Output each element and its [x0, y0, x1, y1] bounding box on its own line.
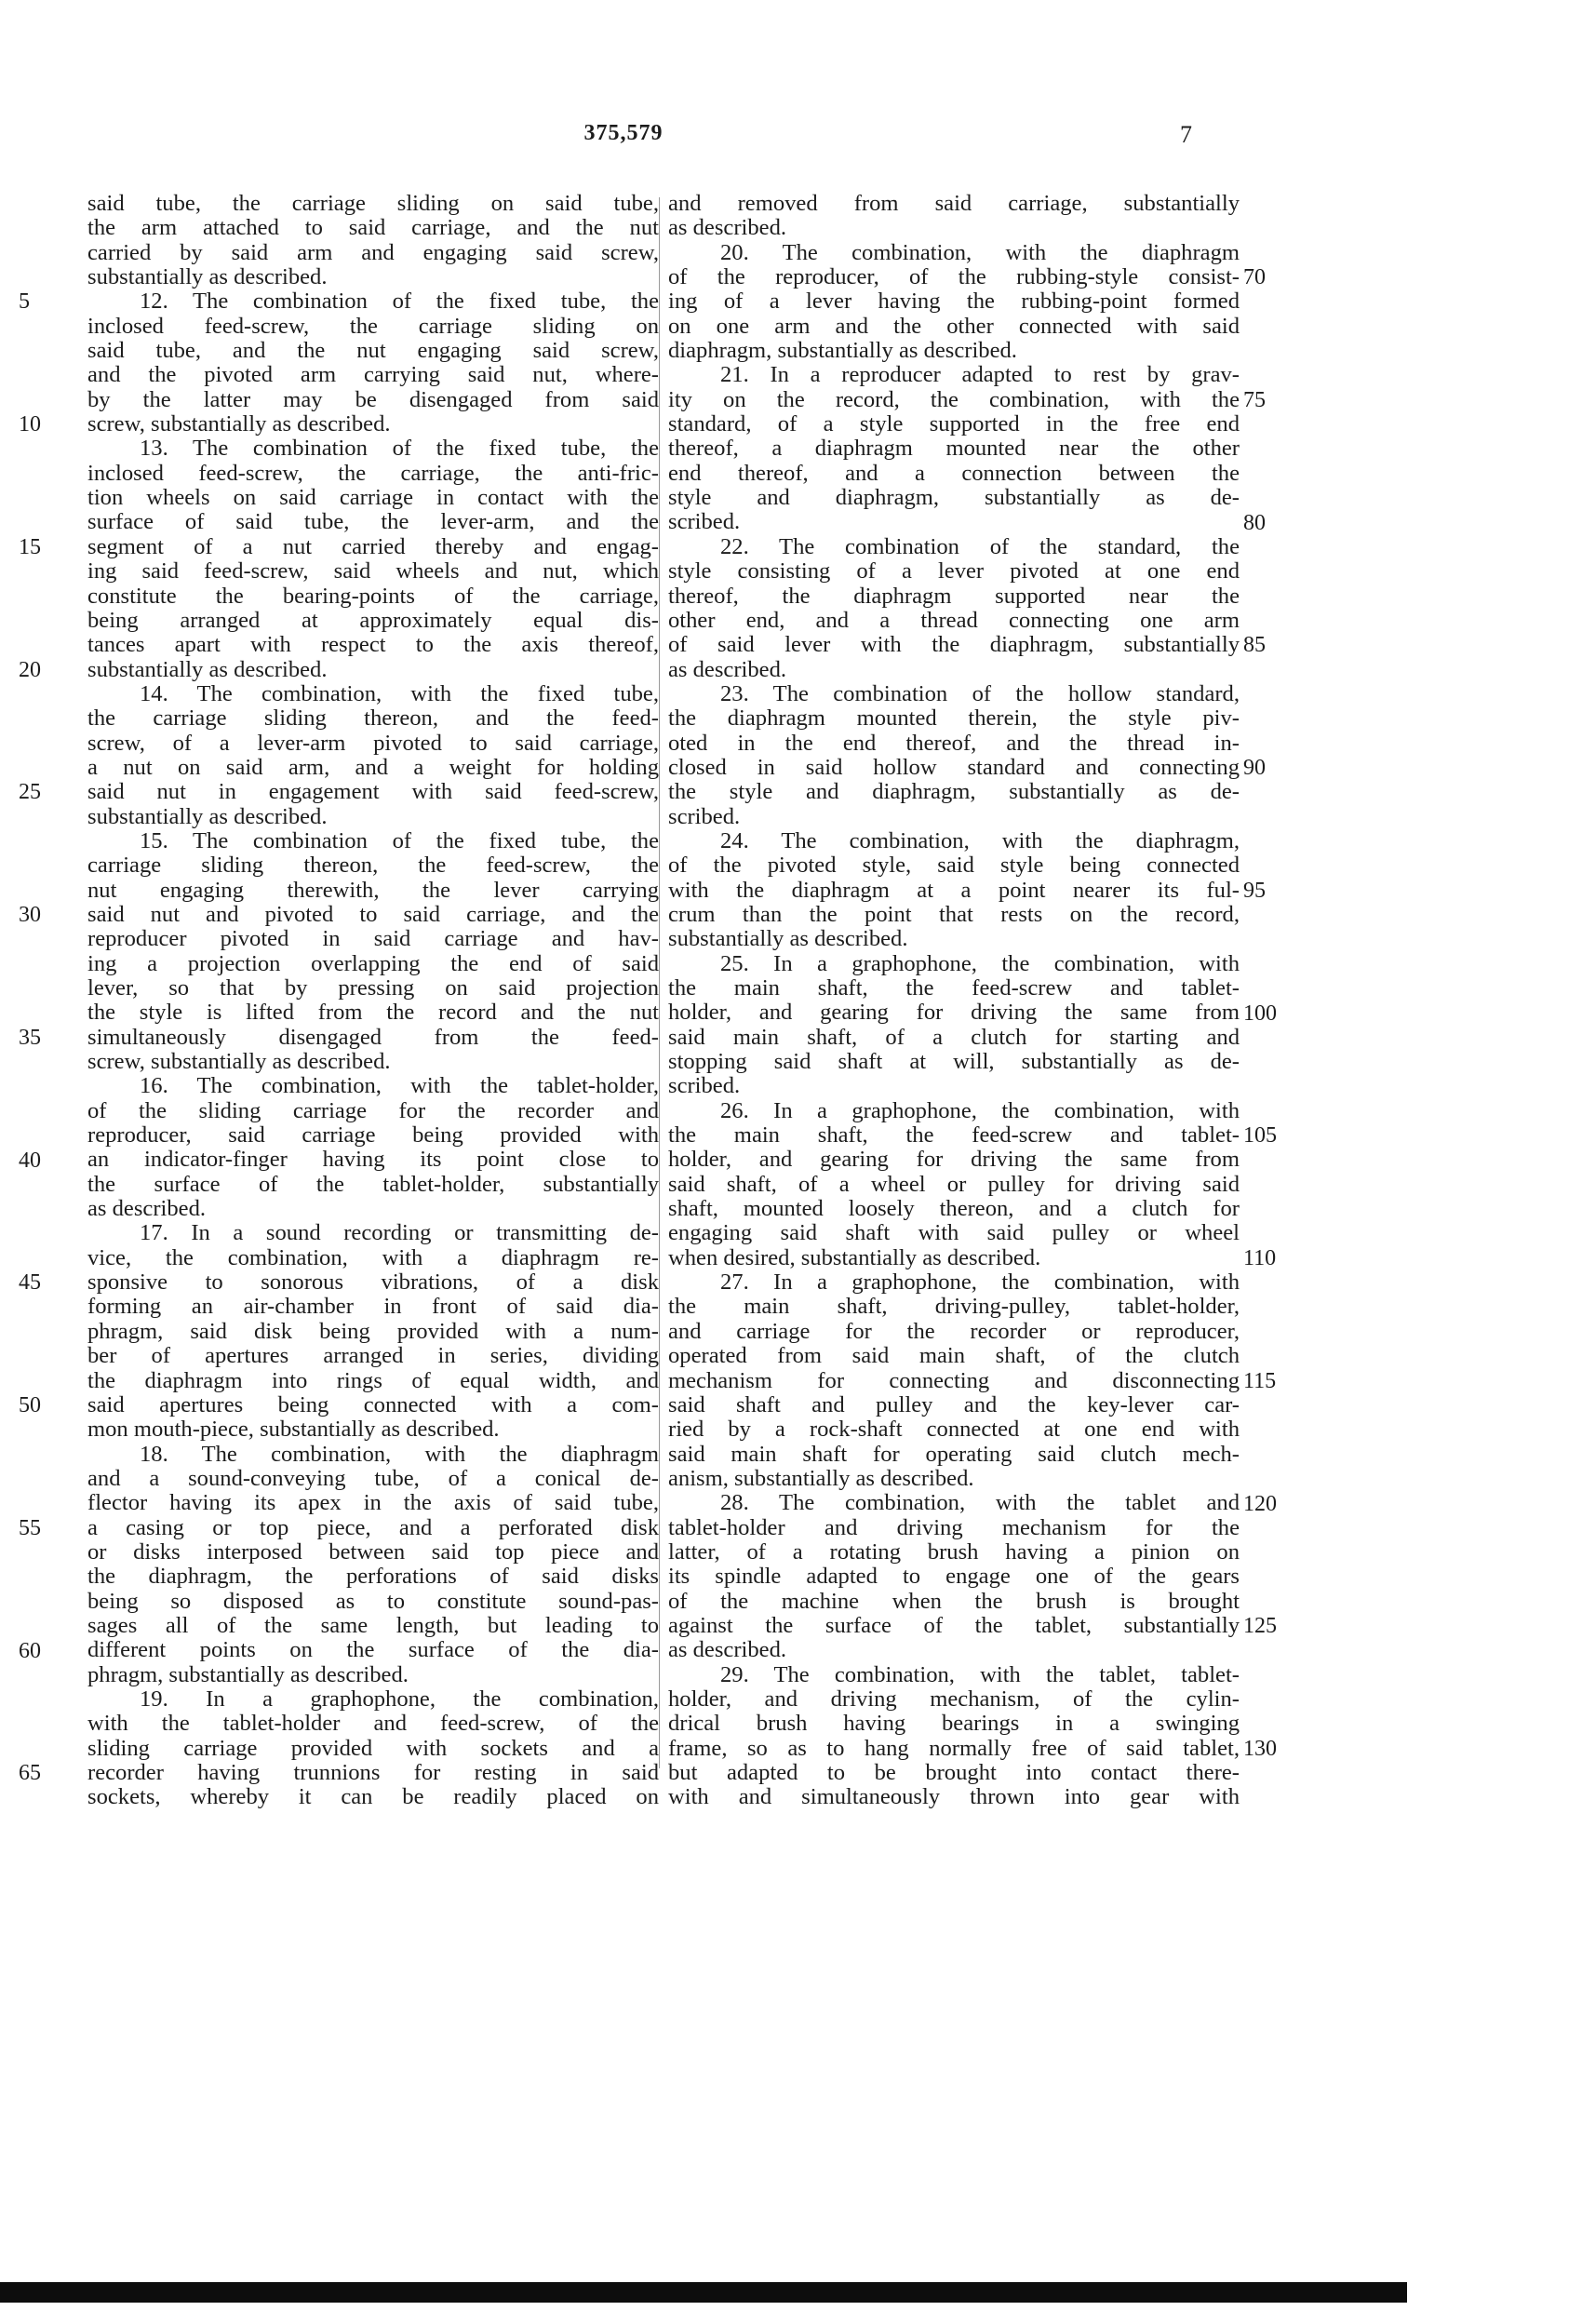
text-line: different points on the surface of the dia- [87, 1638, 659, 1663]
text-line: 16. The combination, with the tablet-holder, [140, 1074, 659, 1099]
margin-line-number: 115 [1243, 1368, 1277, 1393]
text-line: or disks interposed between said top piece and [87, 1539, 659, 1565]
right-text-column [668, 192, 1240, 1810]
text-line: closed in said hollow standard and connecting [668, 755, 1240, 780]
margin-line-number: 120 [1243, 1491, 1277, 1516]
text-line: thereof, a diaphragm mounted near the other [668, 437, 1240, 462]
text-line: and a sound-conveying tube, of a conical de- [87, 1466, 659, 1491]
text-line: said main shaft for operating said clutch mech- [668, 1442, 1240, 1467]
text-line: 18. The combination, with the diaphragm [140, 1442, 659, 1467]
text-line: 21. In a reproducer adapted to rest by grav- [720, 363, 1240, 388]
text-line: vice, the combination, with a diaphragm re- [87, 1245, 659, 1270]
margin-line-number: 80 [1243, 510, 1266, 535]
text-line: the diaphragm, the perforations of said disks [87, 1565, 659, 1590]
text-line: with the diaphragm at a point nearer its ful- [668, 878, 1240, 903]
margin-line-number: 100 [1243, 1001, 1277, 1026]
text-line: the diaphragm mounted therein, the style piv- [668, 706, 1240, 732]
margin-line-number: 85 [1243, 633, 1266, 658]
margin-line-number: 125 [1243, 1614, 1277, 1639]
margin-line-number: 20 [19, 657, 41, 682]
text-line: as described. [668, 216, 787, 241]
text-line: the surface of the tablet-holder, substantially [87, 1172, 659, 1197]
text-line: said tube, the carriage sliding on said tube, [87, 192, 659, 216]
text-line: 19. In a graphophone, the combination, [140, 1686, 659, 1712]
text-line: standard, of a style supported in the free end [668, 412, 1240, 437]
margin-line-number: 35 [19, 1025, 41, 1050]
text-line: 23. The combination of the hollow standard, [720, 681, 1240, 706]
text-line: screw, substantially as described. [87, 412, 391, 437]
text-line: as described. [668, 1638, 787, 1663]
text-line: the main shaft, the feed-screw and tablet- [668, 1123, 1240, 1149]
text-line: and removed from said carriage, substantially [668, 192, 1240, 216]
text-line: operated from said main shaft, of the clutch [668, 1344, 1240, 1369]
text-line: 22. The combination of the standard, the [720, 534, 1240, 559]
text-line: substantially as described. [87, 265, 328, 290]
text-line: tances apart with respect to the axis thereof, [87, 633, 659, 658]
text-line: thereof, the diaphragm supported near the [668, 584, 1240, 609]
text-line: said nut in engagement with said feed-screw, [87, 780, 659, 805]
margin-line-number: 10 [19, 412, 41, 437]
text-line: 27. In a graphophone, the combination, with [720, 1270, 1240, 1296]
text-line: ing of a lever having the rubbing-point formed [668, 289, 1240, 315]
text-line: when desired, substantially as described. [668, 1245, 1041, 1270]
margin-line-number: 60 [19, 1638, 41, 1663]
text-line: stopping said shaft at will, substantially as de- [668, 1050, 1240, 1075]
text-line: holder, and gearing for driving the same from [668, 1001, 1240, 1026]
margin-line-number: 15 [19, 534, 41, 559]
text-line: sponsive to sonorous vibrations, of a disk [87, 1270, 659, 1296]
text-line: said tube, and the nut engaging said screw, [87, 339, 659, 364]
text-line: end thereof, and a connection between the [668, 461, 1240, 486]
text-line: oted in the end thereof, and the thread in- [668, 731, 1240, 756]
text-line: ried by a rock-shaft connected at one end with [668, 1417, 1240, 1443]
text-line: of said lever with the diaphragm, substantially [668, 633, 1240, 658]
text-line: a nut on said arm, and a weight for holding [87, 755, 659, 780]
text-line: the main shaft, driving-pulley, tablet-holder, [668, 1295, 1240, 1320]
text-line: 13. The combination of the fixed tube, the [140, 437, 659, 462]
text-line: an indicator-finger having its point close to [87, 1148, 659, 1173]
text-line: anism, substantially as described. [668, 1466, 974, 1491]
text-line: 15. The combination of the fixed tube, the [140, 828, 659, 853]
text-line: said main shaft, of a clutch for starting and [668, 1025, 1240, 1050]
text-line: said shaft and pulley and the key-lever car- [668, 1392, 1240, 1417]
text-line: but adapted to be brought into contact there- [668, 1761, 1240, 1785]
text-line: the carriage sliding thereon, and the feed- [87, 706, 659, 732]
margin-line-number: 65 [19, 1761, 41, 1786]
text-line: with the tablet-holder and feed-screw, of the [87, 1712, 659, 1737]
left-text-column [87, 192, 659, 1810]
text-line: other end, and a thread connecting one arm [668, 608, 1240, 633]
text-line: mon mouth-piece, substantially as described. [87, 1417, 500, 1443]
text-line: the arm attached to said carriage, and the nut [87, 216, 659, 241]
text-line: mechanism for connecting and disconnecting [668, 1368, 1240, 1393]
text-line: reproducer pivoted in said carriage and hav- [87, 927, 659, 952]
text-line: said apertures being connected with a com- [87, 1392, 659, 1417]
text-line: scribed. [668, 804, 741, 829]
text-line: forming an air-chamber in front of said dia- [87, 1295, 659, 1320]
text-line: its spindle adapted to engage one of the gears [668, 1565, 1240, 1590]
text-line: of the machine when the brush is brought [668, 1589, 1240, 1614]
text-line: 26. In a graphophone, the combination, with [720, 1098, 1240, 1123]
text-line: against the surface of the tablet, substantially [668, 1613, 1240, 1638]
text-line: of the sliding carriage for the recorder and [87, 1098, 659, 1123]
text-line: screw, of a lever-arm pivoted to said carriage, [87, 731, 659, 756]
text-line: segment of a nut carried thereby and engag- [87, 534, 659, 559]
text-line: ber of apertures arranged in series, dividing [87, 1344, 659, 1369]
scan-bottom-border [0, 2282, 1407, 2303]
text-line: scribed. [668, 1074, 741, 1099]
text-line: 29. The combination, with the tablet, tablet- [720, 1662, 1240, 1687]
text-line: the style is lifted from the record and the nut [87, 1001, 659, 1026]
text-line: ing a projection overlapping the end of said [87, 951, 659, 976]
text-line: of the reproducer, of the rubbing-style consist- [668, 265, 1240, 290]
text-line: and carriage for the recorder or reproducer, [668, 1319, 1240, 1344]
margin-line-number: 30 [19, 903, 41, 928]
text-line: phragm, substantially as described. [87, 1662, 409, 1687]
text-line: on one arm and the other connected with said [668, 314, 1240, 339]
text-line: 17. In a sound recording or transmitting de- [140, 1221, 659, 1246]
text-line: ity on the record, the combination, with the [668, 387, 1240, 412]
text-line: ing said feed-screw, said wheels and nut, which [87, 559, 659, 584]
text-line: inclosed feed-screw, the carriage sliding on [87, 314, 659, 339]
text-line: latter, of a rotating brush having a pinion on [668, 1539, 1240, 1565]
text-line: sockets, whereby it can be readily placed on [87, 1785, 659, 1810]
margin-line-number: 90 [1243, 756, 1266, 781]
margin-line-number: 105 [1243, 1123, 1277, 1149]
text-line: surface of said tube, the lever-arm, and the [87, 510, 659, 535]
text-line: simultaneously disengaged from the feed- [87, 1025, 659, 1050]
text-line: scribed. [668, 510, 741, 535]
text-line: lever, so that by pressing on said projection [87, 976, 659, 1001]
text-line: style and diaphragm, substantially as de- [668, 486, 1240, 511]
text-line: 20. The combination, with the diaphragm [720, 240, 1240, 265]
text-line: flector having its apex in the axis of said tube, [87, 1491, 659, 1516]
text-line: screw, substantially as described. [87, 1050, 391, 1075]
text-line: being arranged at approximately equal dis- [87, 608, 659, 633]
margin-line-number: 95 [1243, 878, 1266, 903]
text-line: crum than the point that rests on the record, [668, 902, 1240, 927]
margin-line-number: 45 [19, 1270, 41, 1296]
text-line: inclosed feed-screw, the carriage, the anti-fric- [87, 461, 659, 486]
text-line: 28. The combination, with the tablet and [720, 1491, 1240, 1516]
margin-line-number: 5 [19, 289, 30, 315]
text-line: carriage sliding thereon, the feed-screw, the [87, 853, 659, 879]
text-line: sliding carriage provided with sockets and a [87, 1736, 659, 1761]
page-number: 7 [1180, 121, 1192, 148]
text-line: the main shaft, the feed-screw and tablet- [668, 976, 1240, 1001]
text-line: tablet-holder and driving mechanism for the [668, 1515, 1240, 1540]
text-line: constitute the bearing-points of the carriage, [87, 584, 659, 609]
margin-line-number: 25 [19, 780, 41, 805]
text-line: a casing or top piece, and a perforated disk [87, 1515, 659, 1540]
text-line: nut engaging therewith, the lever carrying [87, 878, 659, 903]
margin-line-number: 130 [1243, 1737, 1277, 1762]
text-line: and the pivoted arm carrying said nut, where- [87, 363, 659, 388]
text-line: tion wheels on said carriage in contact with the [87, 486, 659, 511]
margin-line-number: 75 [1243, 387, 1266, 412]
text-line: carried by said arm and engaging said screw, [87, 240, 659, 265]
text-line: phragm, said disk being provided with a num- [87, 1319, 659, 1344]
text-line: said nut and pivoted to said carriage, and the [87, 902, 659, 927]
text-line: said shaft, of a wheel or pulley for driving said [668, 1172, 1240, 1197]
text-line: recorder having trunnions for resting in said [87, 1761, 659, 1785]
text-line: style consisting of a lever pivoted at one end [668, 559, 1240, 584]
text-line: frame, so as to hang normally free of said tablet, [668, 1736, 1240, 1761]
text-line: drical brush having bearings in a swinging [668, 1712, 1240, 1737]
patent-number-header: 375,579 [583, 121, 664, 145]
text-line: with and simultaneously thrown into gear with [668, 1785, 1240, 1810]
text-line: 14. The combination, with the fixed tube, [140, 681, 659, 706]
margin-line-number: 55 [19, 1515, 41, 1540]
text-line: by the latter may be disengaged from said [87, 387, 659, 412]
text-line: the style and diaphragm, substantially as de- [668, 780, 1240, 805]
text-line: reproducer, said carriage being provided with [87, 1123, 659, 1149]
margin-line-number: 40 [19, 1148, 41, 1173]
margin-line-number: 50 [19, 1393, 41, 1418]
text-line: 24. The combination, with the diaphragm, [720, 828, 1240, 853]
text-line: 12. The combination of the fixed tube, the [140, 289, 659, 315]
text-line: substantially as described. [668, 927, 908, 952]
text-line: shaft, mounted loosely thereon, and a clutch for [668, 1197, 1240, 1222]
column-divider [659, 197, 661, 1768]
text-line: substantially as described. [87, 657, 328, 682]
text-line: being so disposed as to constitute sound-pas- [87, 1589, 659, 1614]
text-line: holder, and gearing for driving the same from [668, 1148, 1240, 1173]
text-line: substantially as described. [87, 804, 328, 829]
text-line: 25. In a graphophone, the combination, with [720, 951, 1240, 976]
text-line: sages all of the same length, but leading to [87, 1613, 659, 1638]
text-line: as described. [668, 657, 787, 682]
margin-line-number: 110 [1243, 1246, 1277, 1271]
margin-line-number: 70 [1243, 265, 1266, 290]
text-line: as described. [87, 1197, 207, 1222]
text-line: holder, and driving mechanism, of the cylin- [668, 1686, 1240, 1712]
text-line: of the pivoted style, said style being connected [668, 853, 1240, 879]
text-line: the diaphragm into rings of equal width, and [87, 1368, 659, 1393]
text-line: engaging said shaft with said pulley or wheel [668, 1221, 1240, 1246]
text-line: diaphragm, substantially as described. [668, 339, 1017, 364]
